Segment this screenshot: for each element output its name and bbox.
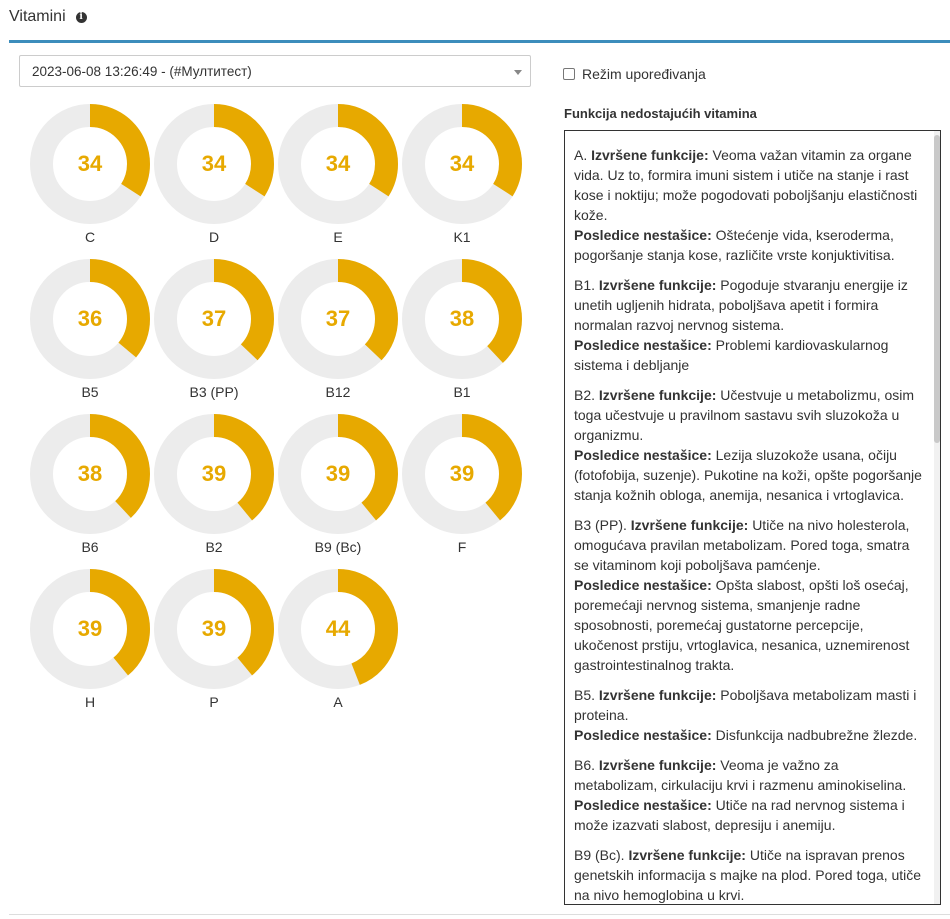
donut-category-label: B2 bbox=[205, 539, 223, 555]
donut-category-label: B3 (PP) bbox=[189, 384, 239, 400]
page-header bbox=[9, 8, 87, 26]
donut-value-label: 34 bbox=[201, 151, 227, 176]
vitamin-donut bbox=[269, 568, 393, 718]
donut-value-label: 38 bbox=[449, 306, 475, 331]
entry-prefix: B9 (Bc). bbox=[574, 847, 625, 863]
deficiency-label: Posledice nestašice: bbox=[574, 797, 712, 813]
panel-scrollbar[interactable] bbox=[934, 131, 940, 904]
vitamin-function-entry bbox=[574, 275, 922, 375]
vitamin-donut bbox=[145, 103, 269, 253]
header-divider bbox=[9, 40, 950, 43]
donut-category-label: B9 (Bc) bbox=[314, 539, 362, 555]
functions-text: Poboljšava metabolizam masti i proteina. bbox=[574, 687, 917, 723]
vitamin-function-entry bbox=[574, 685, 922, 745]
vitamin-donut bbox=[145, 258, 269, 408]
vitamin-donut bbox=[269, 258, 393, 408]
functions-text: Veoma važan vitamin za organe vida. Uz to, formira imuni sistem i utiče na stanje i rast kose i noktiju; može pogodovati poboljšanju elastičnosti kože. bbox=[574, 147, 918, 223]
deficiency-text: Utiče na rad nervnog sistema i može izazvati slabost, depresiju i anemiju. bbox=[574, 797, 905, 833]
info-circle-icon[interactable]: i bbox=[76, 12, 87, 23]
donut-value-label: 39 bbox=[325, 461, 351, 486]
vitamin-donut bbox=[393, 258, 517, 408]
deficiency-text: Disfunkcija nadbubrežne žlezde. bbox=[715, 727, 918, 743]
entry-prefix: B5. bbox=[574, 687, 596, 703]
deficiency-label: Posledice nestašice: bbox=[574, 577, 712, 593]
donut-value-label: 34 bbox=[325, 151, 351, 176]
vitamin-donut bbox=[21, 413, 145, 563]
vitamin-function-entry bbox=[574, 515, 922, 675]
functions-label: Izvršene funkcije: bbox=[591, 147, 709, 163]
donut-category-label: A bbox=[333, 694, 343, 710]
deficiency-text: Problemi kardiovaskularnog sistema i debljanje bbox=[574, 337, 889, 373]
vitamin-functions-panel[interactable] bbox=[564, 130, 941, 905]
vitamin-donut bbox=[269, 103, 393, 253]
functions-label: Izvršene funkcije: bbox=[598, 687, 717, 703]
functions-text: Utiče na ispravan prenos genetskih informacija s majke na plod. Pored toga, utiče na nivo hemoglobina u krvi. bbox=[574, 847, 922, 903]
panel-scrollbar-thumb[interactable] bbox=[934, 135, 940, 443]
donut-value-label: 36 bbox=[77, 306, 103, 331]
donut-value-label: 39 bbox=[449, 461, 475, 486]
donut-value-label: 44 bbox=[325, 616, 351, 641]
entry-prefix: B3 (PP). bbox=[574, 517, 627, 533]
donut-value-label: 34 bbox=[77, 151, 103, 176]
donut-value-label: 39 bbox=[201, 461, 227, 486]
deficiency-text: Lezija sluzokože usana, očiju (fotofobija, suzenje). Pukotine na koži, opšte pogoršanje stanja kožnih obloga, anemija, nesanica i vrtoglavica. bbox=[574, 447, 922, 503]
deficiency-text: Opšta slabost, opšti loš osećaj, poremećaji nervnog sistema, smanjenje radne sposobnosti, poremećaj gustatorne percepcije, ukočenost prstiju, vrtoglavica, nesanica, uznemirenost gastrointestinalnog trakta. bbox=[574, 577, 910, 673]
donut-value-label: 37 bbox=[325, 306, 351, 331]
donut-category-label: P bbox=[209, 694, 219, 710]
functions-label: Izvršene funkcije: bbox=[598, 277, 717, 293]
functions-text: Veoma je važno za metabolizam, cirkulaciju krvi i razmenu aminokiselina. bbox=[574, 757, 907, 793]
donut-category-label: C bbox=[84, 229, 96, 245]
vitamin-donut bbox=[393, 103, 517, 253]
vitamin-donut bbox=[393, 413, 517, 563]
functions-text: Učestvuje u metabolizmu, osim toga učestvuje u pravilnom sastavu svih sluzokoža u organizmu. bbox=[574, 387, 915, 443]
entry-prefix: B2. bbox=[574, 387, 596, 403]
caret-down-icon bbox=[514, 70, 522, 75]
vitamin-donut bbox=[145, 413, 269, 563]
vitamin-function-entry bbox=[574, 385, 922, 505]
entry-prefix: B1. bbox=[574, 277, 596, 293]
vitamin-function-entry bbox=[574, 755, 922, 835]
vitamin-function-entry bbox=[574, 845, 922, 905]
panel-title: Funkcija nedostajućih vitamina bbox=[564, 106, 757, 121]
deficiency-label: Posledice nestašice: bbox=[574, 727, 712, 743]
vitamin-donut bbox=[21, 568, 145, 718]
vitamin-function-entry bbox=[574, 145, 922, 265]
page-title: Vitamini bbox=[9, 8, 66, 25]
donut-category-label: H bbox=[84, 694, 96, 710]
donut-category-label: D bbox=[208, 229, 220, 245]
vitamin-functions-list bbox=[565, 131, 940, 905]
donut-category-label: E bbox=[333, 229, 343, 245]
deficiency-label: Posledice nestašice: bbox=[574, 447, 712, 463]
vitamin-donut bbox=[21, 258, 145, 408]
compare-mode-label: Režim upoređivanja bbox=[582, 66, 706, 82]
donut-category-label: B6 bbox=[81, 539, 99, 555]
vitamin-donut bbox=[269, 413, 393, 563]
compare-mode-checkbox[interactable] bbox=[563, 68, 575, 80]
functions-label: Izvršene funkcije: bbox=[598, 757, 717, 773]
donut-category-label: F bbox=[457, 539, 467, 555]
vitamin-donut bbox=[145, 568, 269, 718]
donut-value-label: 37 bbox=[201, 306, 227, 331]
donut-category-label: B12 bbox=[325, 384, 351, 400]
donut-value-label: 34 bbox=[449, 151, 475, 176]
functions-label: Izvršene funkcije: bbox=[598, 387, 717, 403]
entry-prefix: B6. bbox=[574, 757, 596, 773]
donut-category-label: B5 bbox=[81, 384, 99, 400]
functions-text: Utiče na nivo holesterola, omogućava pravilan metabolizam. Pored toga, smatra se vitaminom koji poboljšava pamćenje. bbox=[574, 517, 910, 573]
functions-label: Izvršene funkcije: bbox=[628, 847, 746, 863]
functions-label: Izvršene funkcije: bbox=[630, 517, 749, 533]
compare-mode-toggle[interactable] bbox=[563, 66, 706, 82]
session-select-value: 2023-06-08 13:26:49 - (#Мултитест) bbox=[32, 63, 252, 79]
deficiency-label: Posledice nestašice: bbox=[574, 337, 712, 353]
donut-value-label: 39 bbox=[77, 616, 103, 641]
session-select[interactable] bbox=[19, 55, 531, 87]
donut-category-label: K1 bbox=[453, 229, 471, 245]
deficiency-text: Oštećenje vida, kseroderma, pogoršanje stanja kose, različite vrste konjuktivitisa. bbox=[574, 227, 895, 263]
entry-prefix: A. bbox=[574, 147, 588, 163]
donut-category-label: B1 bbox=[453, 384, 471, 400]
functions-text: Pogoduje stvaranju energije iz unetih ugljenih hidrata, poboljšava apetit i formira normalan razvoj nervnog sistema. bbox=[574, 277, 908, 333]
footer-divider bbox=[9, 914, 950, 915]
donut-value-label: 38 bbox=[77, 461, 103, 486]
vitamin-donut bbox=[21, 103, 145, 253]
deficiency-label: Posledice nestašice: bbox=[574, 227, 712, 243]
donut-value-label: 39 bbox=[201, 616, 227, 641]
